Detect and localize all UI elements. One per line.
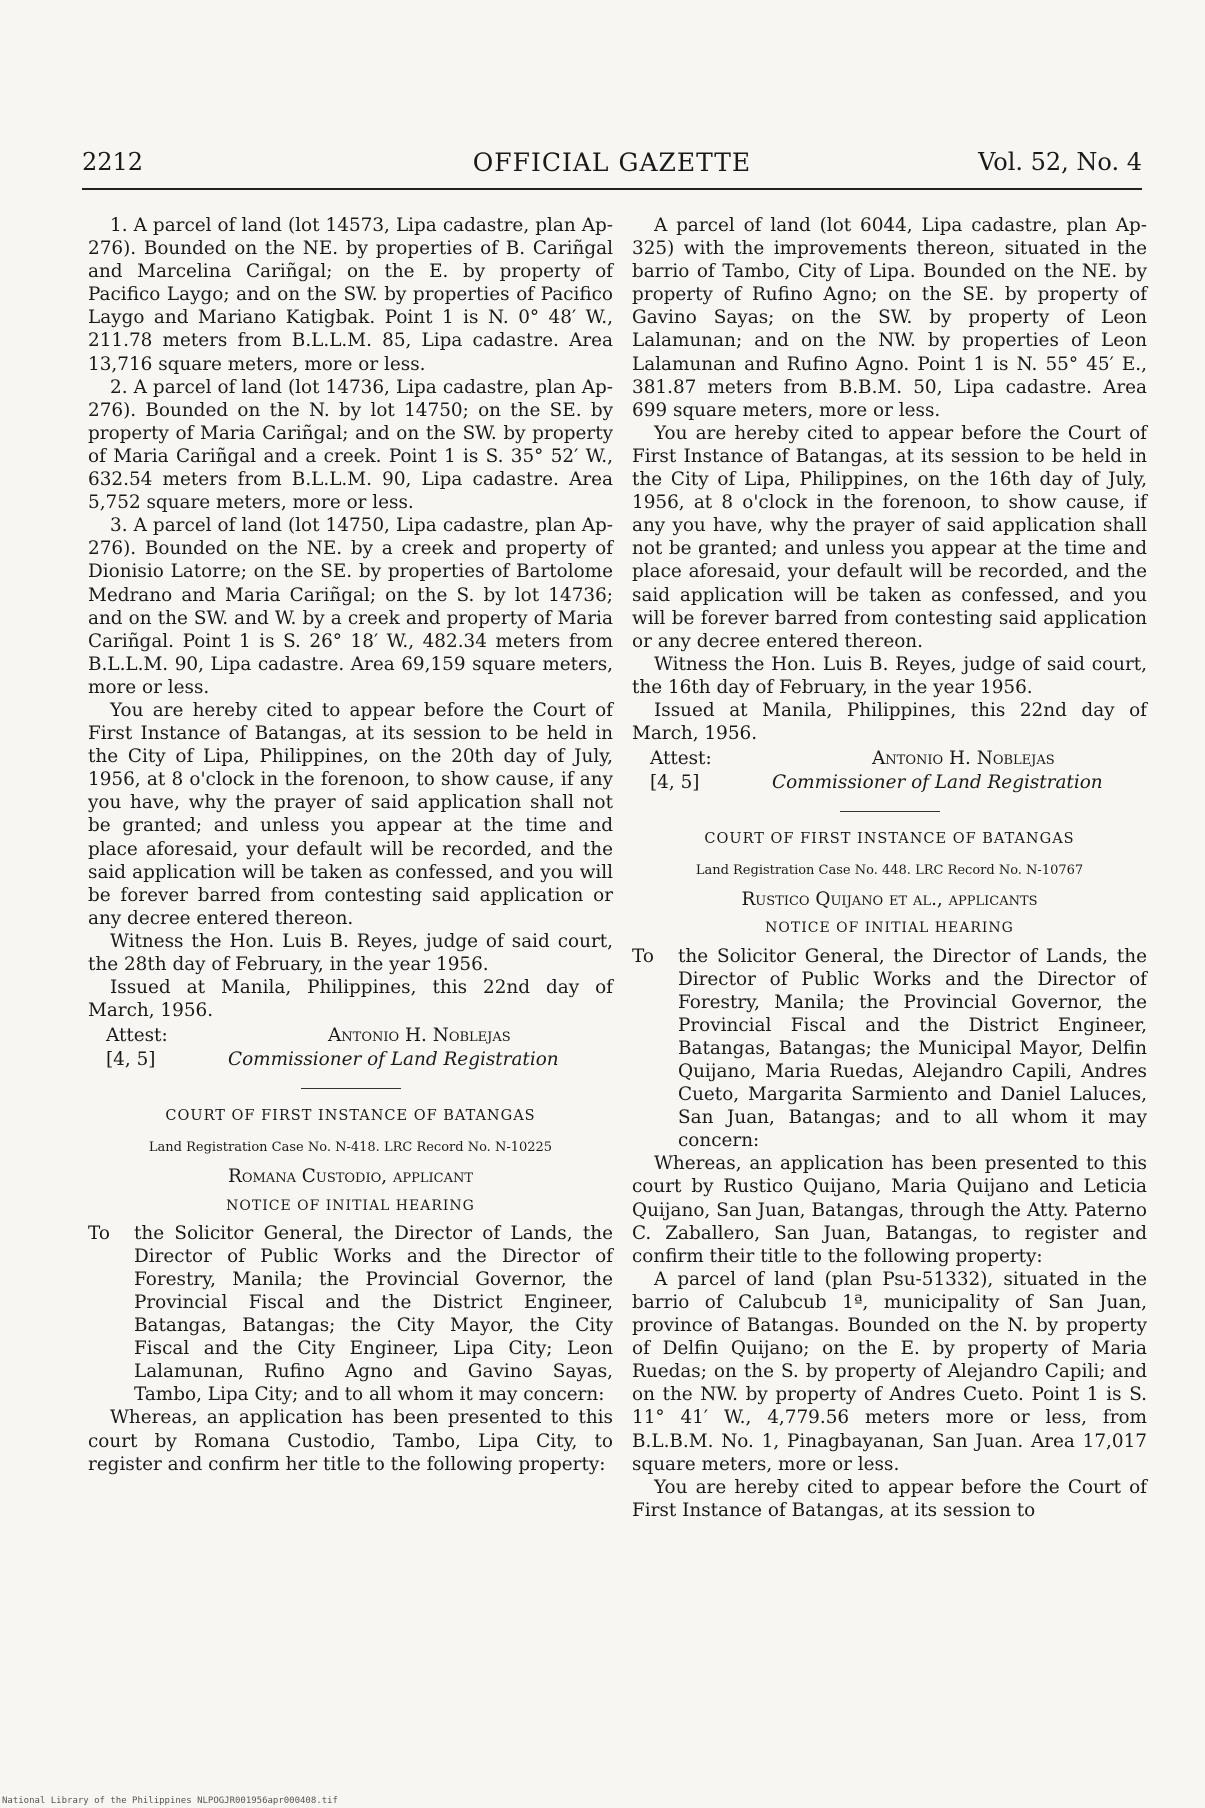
attest-label: Attest: bbox=[650, 748, 712, 770]
scan-footer: National Library of the Philippines NLPOGJR001956apr000408.tif bbox=[2, 1796, 338, 1806]
court-heading: COURT OF FIRST INSTANCE OF BATANGAS bbox=[704, 831, 1075, 848]
publication-title: OFFICIAL GAZETTE bbox=[472, 148, 752, 177]
volume-number: Vol. 52, No. 4 bbox=[978, 148, 1142, 176]
case-number: Land Registration Case No. N-418. LRC Record No. N-10225 bbox=[148, 1140, 553, 1156]
citation-paragraph: You are hereby cited to appear before the Court of First Instance of Batangas, at its session to be held in the City of Lipa, Philippines, on the 20th day of July, 1956, at 8 o'clock in the forenoon, to show cause, if any you have, why the prayer of said application shall not be granted; and unless you appear at the time and place aforesaid, your default will be recorded, and the said application will be taken as confessed, and you will be forever barred from contesting said application or any decree entered thereon. bbox=[88, 699, 613, 929]
section-divider bbox=[840, 811, 940, 812]
parcel-3: 3. A parcel of land (lot 14750, Lipa cadastre, plan Ap-276). Bounded on the NE. by a creek and property of Dionisio Latorre; on the SE. by properties of Bartolome Medrano and Maria Cariñgal; on the S. by lot 14736; and on the SW. and W. by a creek and property of Maria Cariñgal. Point 1 is S. 26° 18′ W., 482.34 meters from B.L.L.M. 90, Lipa cadastre. Area 69,159 square meters, more or less. bbox=[88, 515, 613, 698]
parcel-description: A parcel of land (plan Psu-51332), situated in the barrio of Calubcub 1ª, municipality of San Juan, province of Batangas. Bounded on the N. by property of Delfin Quijano; on the E. by property of Maria Ruedas; on the S. by property of Alejandro Capili; and on the NW. by property of Andres Cueto. Point 1 is S. 11° 41′ W., 4,779.56 meters more or less, from B.L.B.M. No. 1, Pinagbayanan, San Juan. Area 17,017 square meters, more or less. bbox=[632, 1268, 1147, 1475]
notice-heading: NOTICE OF INITIAL HEARING bbox=[765, 920, 1014, 937]
parcel-2: 2. A parcel of land (lot 14736, Lipa cadastre, plan Ap-276). Bounded on the N. by lot 14750; on the SE. by property of Maria Cariñgal; and on the SW. by property of Maria Cariñgal and a creek. Point 1 is S. 35° 52′ W., 632.54 meters from B.L.L.M. 90, Lipa cadastre. Area 5,752 square meters, more or less. bbox=[88, 376, 613, 514]
to-label: To bbox=[88, 1222, 110, 1244]
issued-paragraph: Issued at Manila, Philippines, this 22nd day of March, 1956. bbox=[632, 699, 1147, 745]
witness-paragraph: Witness the Hon. Luis B. Reyes, judge of said court, the 16th day of February, in the year 1956. bbox=[632, 653, 1147, 698]
notice-heading: NOTICE OF INITIAL HEARING bbox=[226, 1197, 475, 1214]
to-label: To bbox=[632, 945, 654, 967]
right-column bbox=[632, 214, 1147, 1522]
attest-block bbox=[632, 747, 1147, 795]
signatory-position: Commissioner of Land Registration bbox=[228, 1049, 559, 1071]
court-heading: COURT OF FIRST INSTANCE OF BATANGAS bbox=[165, 1108, 536, 1125]
whereas-paragraph: Whereas, an application has been presented to this court by Rustico Quijano, Maria Quijano and Leticia Quijano, San Juan, Batangas, through the Atty. Paterno C. Zaballero, San Juan, Batangas, to register and confirm their title to the following property: bbox=[632, 1153, 1147, 1267]
parcel-description: A parcel of land (lot 6044, Lipa cadastre, plan Ap-325) with the improvements thereon, situated in the barrio of Tambo, City of Lipa. Bounded on the NE. by property of Rufino Agno; on the SE. by property of Gavino Sayas; on the SW. by property of Leon Lalamunan; and on the NW. by properties of Leon Lalamunan and Rufino Agno. Point 1 is N. 55° 45′ E., 381.87 meters from B.B.M. 50, Lipa cadastre. Area 699 square meters, more or less. bbox=[632, 215, 1147, 421]
attest-block bbox=[88, 1024, 613, 1072]
parcel-1: 1. A parcel of land (lot 14573, Lipa cadastre, plan Ap-276). Bounded on the NE. by properties of B. Cariñgal and Marcelina Cariñgal; on the E. by property of Pacifico Laygo; and on the SW. by properties of Pacifico Laygo and Mariano Katigbak. Point 1 is N. 0° 48′ W., 211.78 meters from B.L.L.M. 85, Lipa cadastre. Area 13,716 square meters, more or less. bbox=[88, 215, 613, 375]
issue-reference: [4, 5] bbox=[106, 1049, 156, 1071]
issue-reference: [4, 5] bbox=[650, 772, 700, 794]
signatory-name: Antonio H. Noblejas bbox=[328, 1025, 511, 1047]
signatory-name: Antonio H. Noblejas bbox=[872, 748, 1055, 770]
section-divider bbox=[301, 1088, 401, 1089]
applicant-name: Rustico Quijano et al., applicants bbox=[741, 889, 1038, 911]
addressee-list: the Solicitor General, the Director of Lands, the Director of Public Works and the Director of Forestry, Manila; the Provincial Governor, the Provincial Fiscal and the District Engineer, Batangas, Batangas; the Municipal Mayor, Delfin Quijano, Maria Ruedas, Alejandro Capili, Andres Cueto, Margarita Sarmiento and Daniel Laluces, San Juan, Batangas; and to all whom it may concern: bbox=[678, 945, 1147, 1152]
left-column bbox=[88, 214, 613, 1476]
citation-paragraph: You are hereby cited to appear before the Court of First Instance of Batangas, at its session to bbox=[632, 1476, 1147, 1521]
whereas-paragraph: Whereas, an application has been presented to this court by Romana Custodio, Tambo, Lipa City, to register and confirm her title to the following property: bbox=[88, 1407, 613, 1475]
addressees bbox=[632, 945, 1147, 1153]
citation-paragraph: You are hereby cited to appear before the Court of First Instance of Batangas, at its session to be held in the City of Lipa, Philippines, on the 16th day of July, 1956, at 8 o'clock in the forenoon, to show cause, if any you have, why the prayer of said application shall not be granted; and unless you appear at the time and place aforesaid, your default will be recorded, and the said application will be taken as confessed, and you will be forever barred from contesting said application or any decree entered thereon. bbox=[632, 422, 1147, 652]
applicant-name: Romana Custodio, applicant bbox=[227, 1166, 473, 1188]
page-header bbox=[82, 148, 1142, 190]
attest-label: Attest: bbox=[106, 1025, 168, 1047]
issued-paragraph: Issued at Manila, Philippines, this 22nd day of March, 1956. bbox=[88, 977, 613, 1022]
addressees bbox=[88, 1222, 613, 1407]
witness-paragraph: Witness the Hon. Luis B. Reyes, judge of said court, the 28th day of February, in the year 1956. bbox=[88, 930, 613, 975]
case-number: Land Registration Case No. 448. LRC Record No. N-10767 bbox=[695, 863, 1084, 879]
page-number: 2212 bbox=[82, 148, 144, 176]
addressee-list: the Solicitor General, the Director of Lands, the Director of Public Works and the Director of Forestry, Manila; the Provincial Governor, the Provincial Fiscal and the District Engineer, Batangas, Batangas; the City Mayor, the City Fiscal and the City Engineer, Lipa City; Leon Lalamunan, Rufino Agno and Gavino Sayas, Tambo, Lipa City; and to all whom it may concern: bbox=[134, 1222, 613, 1406]
signatory-position: Commissioner of Land Registration bbox=[772, 772, 1103, 794]
